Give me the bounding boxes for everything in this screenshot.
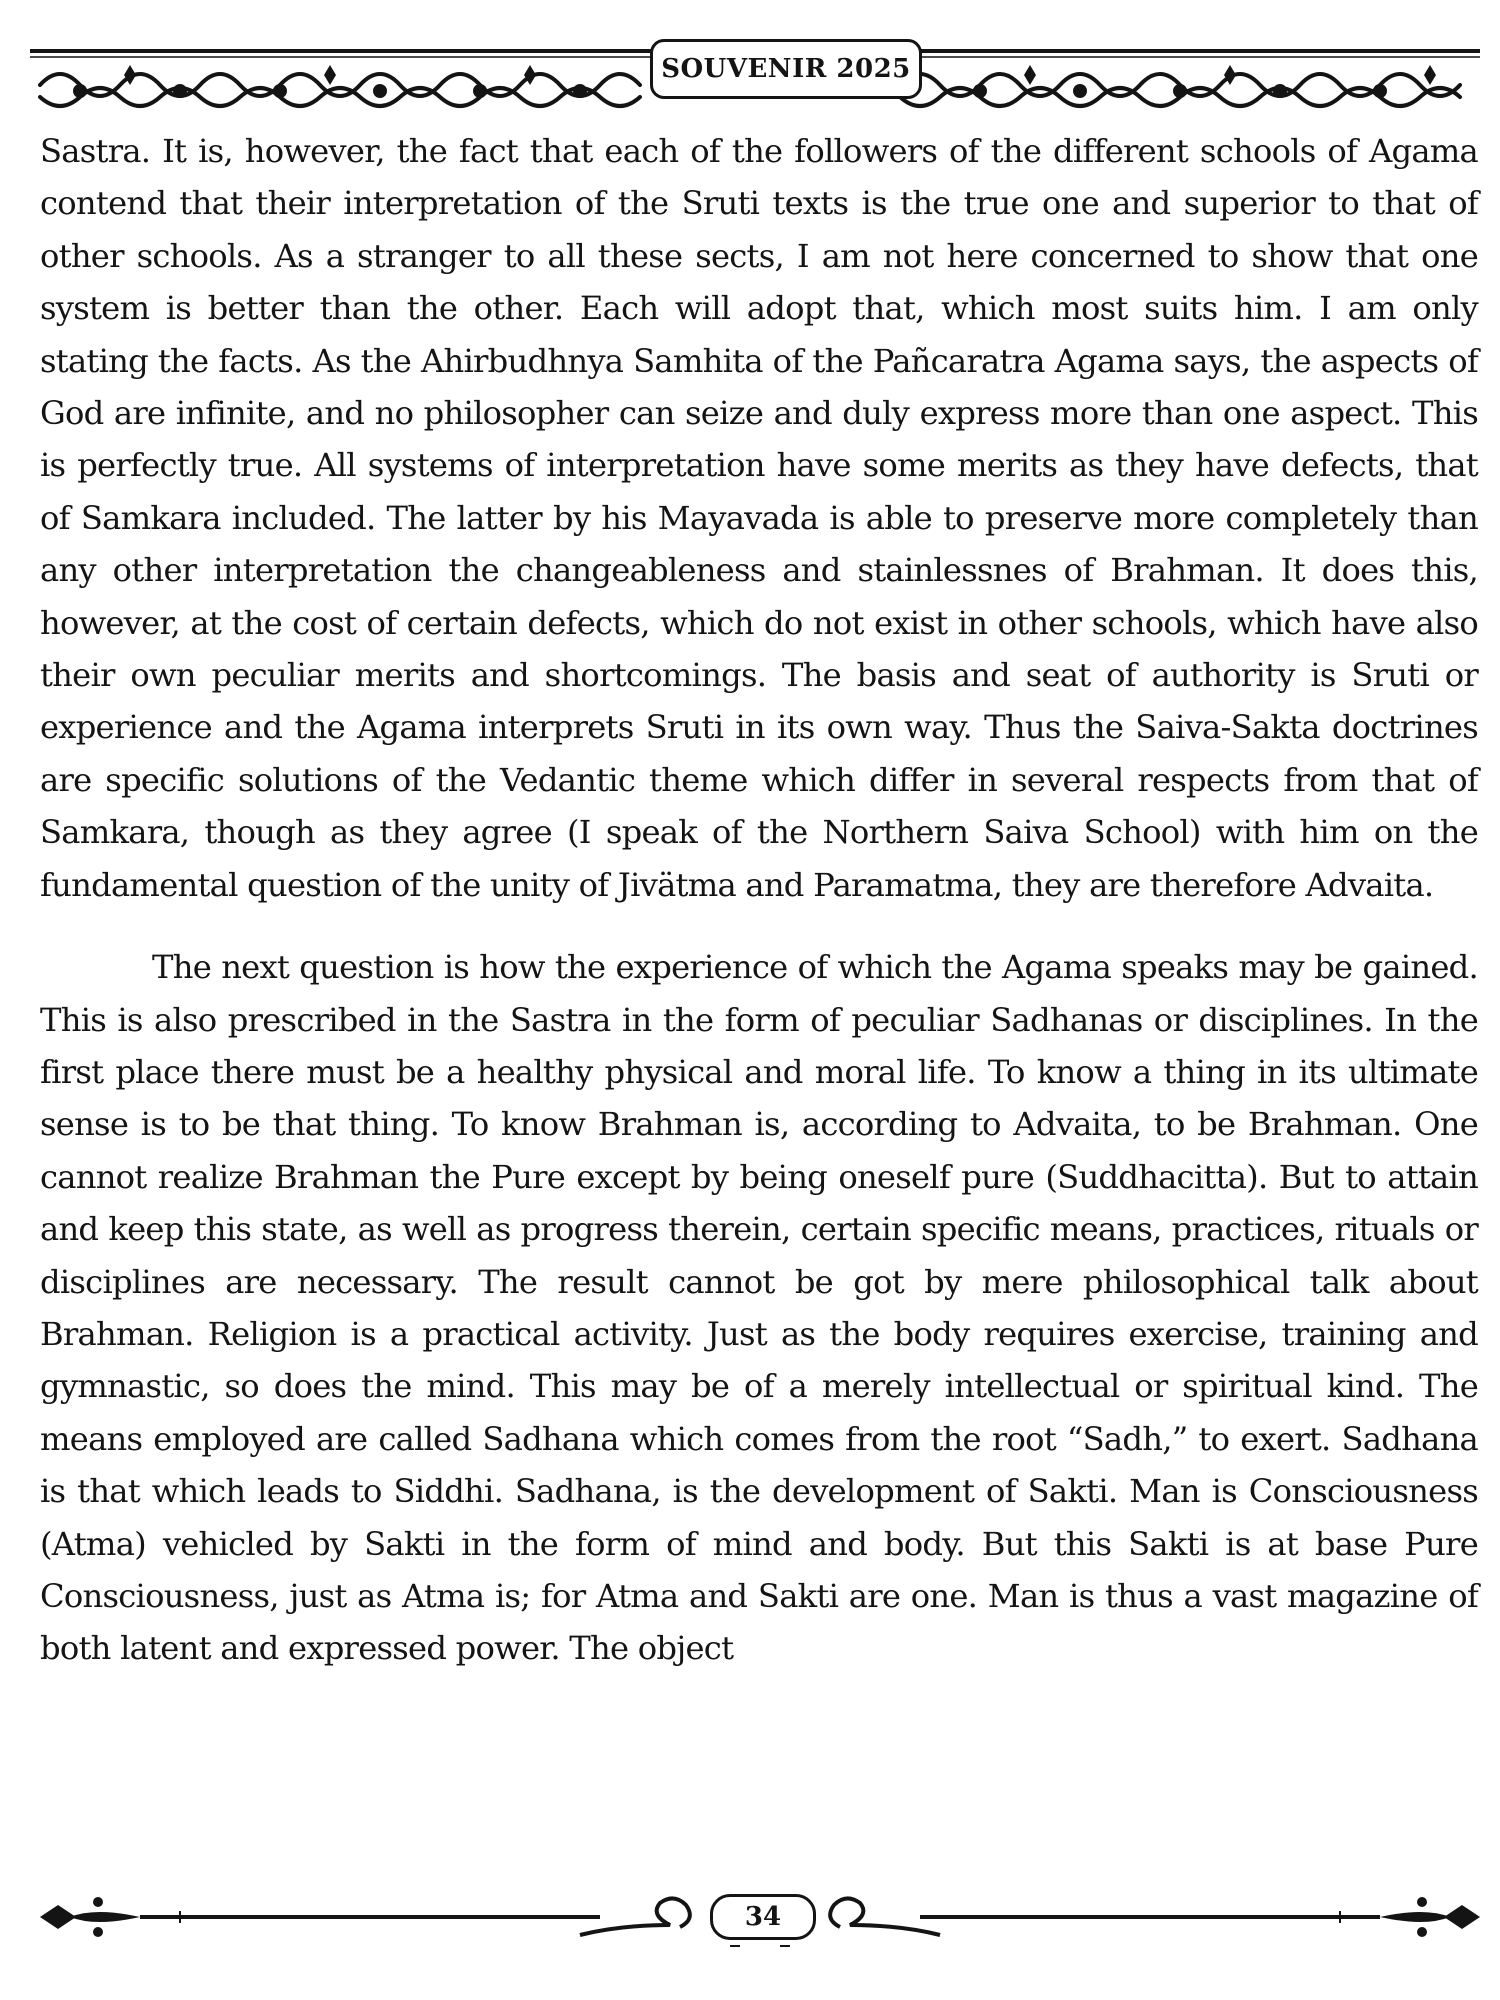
page-header (30, 35, 1480, 130)
body-paragraph-1: Sastra. It is, however, the fact that each of the followers of the different schools of Agama contend that their interpretation of the Sruti texts is the true one and superior to that of other schools. As a stranger to all these sects, I am not here concerned to show that one system is better than the other. Each will adopt that, which most suits him. I am only stating the facts. As the Ahirbudhnya Samhita of the Pañcaratra Agama says, the aspects of God are infinite, and no philosopher can seize and duly express more than one aspect. This is perfectly true. All systems of interpretation have some merits as they have defects, that of Samkara included. The latter by his Mayavada is able to preserve more completely than any other interpretation the changeableness and stainlessnes of Brahman. It does this, however, at the cost of certain defects, which do not exist in other schools, which have also their own peculiar merits and shortcomings. The basis and seat of authority is Sruti or experience and the Agama interprets Sruti in its own way. Thus the Saiva-Sakta doctrines are specific solutions of the Vedantic theme which differ in several respects from that of Samkara, though as they agree (I speak of the Northern Saiva School) with him on the fundamental question of the unity of Jivätma and Paramatma, they are therefore Advaita. (40, 132, 1478, 904)
body-paragraph-2: The next question is how the experience of which the Agama speaks may be gained. This is also prescribed in the Sastra in the form of peculiar Sadhanas or disciplines. In the first place there must be a healthy physical and moral life. To know a thing in its ultimate sense is to be that thing. To know Brahman is, according to Advaita, to be Brahman. One cannot realize Brahman the Pure except by being oneself pure (Suddhacitta). But to attain and keep this state, as well as progress therein, certain specific means, practices, rituals or disciplines are necessary. The result cannot be got by mere philosophical talk about Brahman. Religion is a practical activity. Just as the body requires exercise, training and gymnastic, so does the mind. This may be of a merely intellectual or spiritual kind. The means employed are called Sadhana which comes from the root “Sadh,” to exert. Sadhana is that which leads to Siddhi. Sadhana, is the development of Sakti. Man is Consciousness (Atma) vehicled by Sakti in the form of mind and body. But this Sakti is at base Pure Consciousness, just as Atma is; for Atma and Sakti are one. Man is thus a vast magazine of both latent and expressed power. The object (40, 948, 1478, 1668)
souvenir-title-badge: SOUVENIR 2025 (650, 39, 922, 99)
page-number: 34 (710, 1894, 816, 1940)
page-footer (40, 1880, 1480, 1955)
article-body (40, 125, 1478, 1675)
